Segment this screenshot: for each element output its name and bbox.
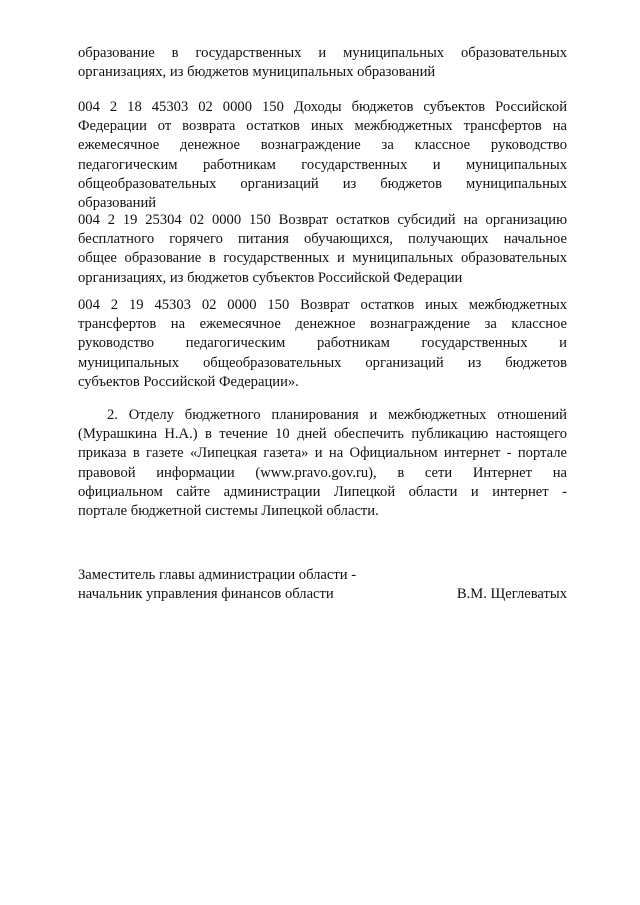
text-line: образований (78, 194, 157, 211)
text-line: общеобразовательных организаций из бюджетов муниципальных (78, 175, 567, 192)
paragraph-code-004-2-18-45303 (78, 98, 567, 213)
signer-name: В.М. Щеглеватых (456, 586, 567, 603)
text-line: 2. Отделу бюджетного планирования и межбюджетных отношений (107, 407, 567, 423)
paragraph-code-004-2-19-25304 (78, 211, 567, 288)
text-line: бесплатного горячего питания обучающихся, получающих начальное (78, 231, 567, 248)
text-line: Федерации от возврата остатков иных межбюджетных трансфертов на (78, 118, 567, 135)
signature-row-1 (78, 566, 567, 585)
signer-position: начальник управления финансов области (78, 586, 334, 603)
text-line: образование в государственных и муниципальных образовательных (78, 45, 567, 61)
text-line: приказа в газете «Липецкая газета» и на Официальном интернет - портале (78, 445, 567, 462)
text-line: общее образование в государственных и муниципальных образовательных (78, 250, 567, 267)
paragraph-code-004-2-19-45303 (78, 296, 567, 392)
text-line: правовой информации (www.pravo.gov.ru), в сети Интернет на (78, 464, 567, 481)
text-line: 004 2 19 45303 02 0000 150 Возврат остатков иных межбюджетных (78, 297, 567, 313)
paragraph-continuation (78, 44, 567, 82)
text-line: организациях, из бюджетов муниципальных образований (78, 64, 436, 81)
text-line: (Мурашкина Н.А.) в течение 10 дней обеспечить публикацию настоящего (78, 426, 567, 443)
signer-position: Заместитель главы администрации области - (78, 567, 357, 583)
text-line: официальном сайте администрации Липецкой области и интернет - (78, 483, 567, 500)
text-line: трансфертов на ежемесячное денежное вознаграждение за классное (78, 316, 567, 333)
paragraph-item-2 (78, 406, 567, 521)
text-line: муниципальных общеобразовательных организаций из бюджетов (78, 354, 567, 371)
text-line: 004 2 18 45303 02 0000 150 Доходы бюджетов субъектов Российской (78, 99, 567, 115)
signature-row-2 (78, 585, 567, 604)
text-line: субъектов Российской Федерации». (78, 373, 299, 390)
text-line: 004 2 19 25304 02 0000 150 Возврат остатков субсидий на организацию (78, 212, 567, 228)
text-line: ежемесячное денежное вознаграждение за классное руководство (78, 137, 567, 154)
text-line: педагогическим работникам государственных и муниципальных (78, 156, 567, 173)
text-line: портале бюджетной системы Липецкой области. (78, 502, 379, 519)
text-line: организациях, из бюджетов субъектов Российской Федерации (78, 269, 463, 286)
text-line: руководство педагогическим работникам государственных и (78, 335, 567, 352)
signature-block (78, 566, 567, 604)
